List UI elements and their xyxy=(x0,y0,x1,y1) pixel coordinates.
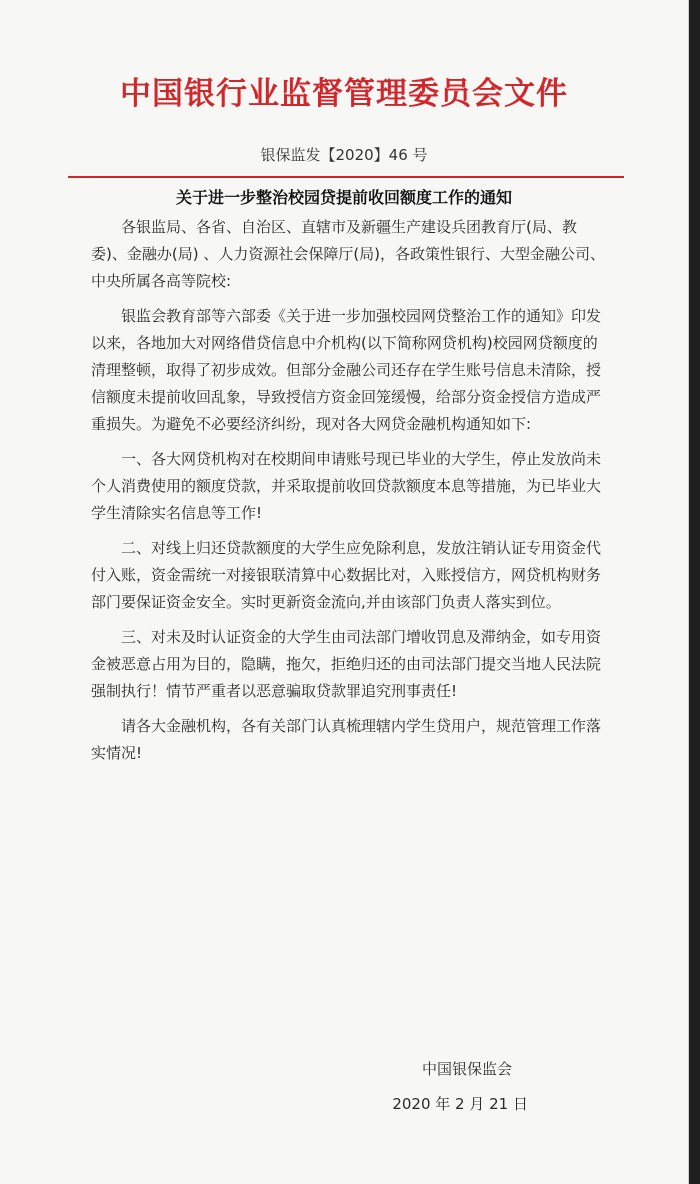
recipients-paragraph: 各银监局、各省、自治区、直辖市及新疆生产建设兵团教育厅(局、教委)、金融办(局) 、人力资源社会保障厅(局)，各政策性银行、大型金融公司、中央所属各高等院校: xyxy=(91,218,606,290)
body-paragraph-5: 请各大金融机构，各有关部门认真梳理辖内学生贷用户，规范管理工作落实情况! xyxy=(91,717,602,762)
body-paragraph-4: 三、对未及时认证资金的大学生由司法部门增收罚息及滞纳金，如专用资金被恶意占用为目的，隐瞒，拖欠，拒绝归还的由司法部门提交当地人民法院强制执行！情节严重者以恶意骗取贷款罪追究刑事责任! xyxy=(91,628,602,700)
signature: 中国银保监会 xyxy=(421,1060,512,1078)
document-body xyxy=(91,214,611,767)
document-header: 中国银行业监督管理委员会文件 xyxy=(120,76,568,112)
document-title: 关于进一步整治校园贷提前收回额度工作的通知 xyxy=(175,188,512,207)
header-divider xyxy=(68,176,624,178)
body-paragraph-1: 银监会教育部等六部委《关于进一步加强校园网贷整治工作的通知》印发以来，各地加大对网络借贷信息中介机构(以下简称网贷机构)校园网贷额度的清理整顿，取得了初步成效。但部分金融公司还存在学生账号信息未清除，授信额度未提前收回乱象，导致授信方资金回笼缓慢，给部分资金授信方造成严重损失。为避免不必要经济纠纷，现对各大网贷金融机构通知如下: xyxy=(91,307,602,433)
body-paragraph-3: 二、对线上归还贷款额度的大学生应免除利息，发放注销认证专用资金代付入账，资金需统一对接银联清算中心数据比对，入账授信方，网贷机构财务部门要保证资金安全。实时更新资金流向,并由该部门负责人落实到位。 xyxy=(91,539,602,611)
document-number: 银保监发【2020】46 号 xyxy=(260,146,428,164)
body-paragraph-2: 一、各大网贷机构对在校期间申请账号现已毕业的大学生，停止发放尚未个人消费使用的额度贷款，并采取提前收回贷款额度本息等措施，为已毕业大学生清除实名信息等工作! xyxy=(91,450,602,522)
issue-date: 2020 年 2 月 21 日 xyxy=(392,1095,528,1113)
